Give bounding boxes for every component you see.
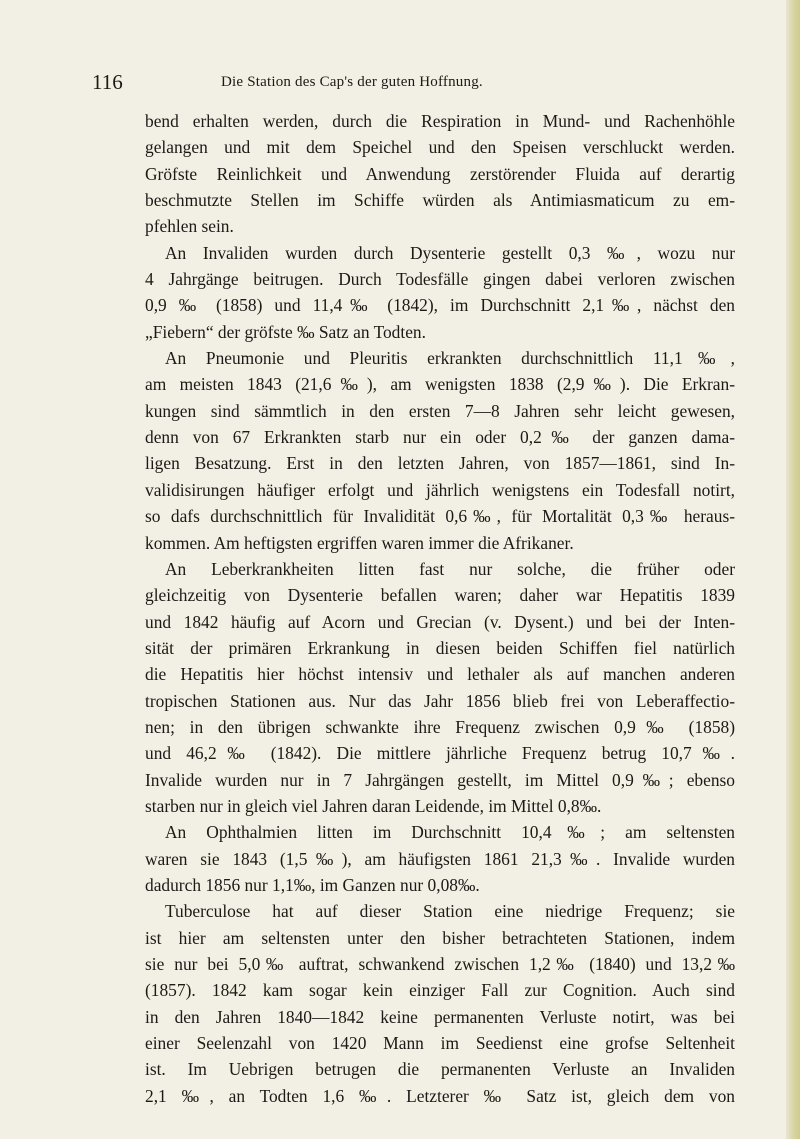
text-line: und 46,2‰ (1842). Die mittlere jährliche Frequenz betrug 10,7‰.: [145, 743, 735, 764]
text-line: „Fiebern“ der gröfste ‰ Satz an Todten.: [145, 321, 426, 342]
text-line: starben nur in gleich viel Jahren daran Leidende, im Mittel 0,8‰.: [145, 795, 602, 816]
text-line: einer Seelenzahl von 1420 Mann im Seedienst eine grofse Seltenheit: [145, 1033, 735, 1054]
text-line: ist hier am seltensten unter den bisher betrachteten Stationen, indem: [145, 927, 735, 948]
text-line: ligen Besatzung. Erst in den letzten Jahren, von 1857—1861, sind In-: [145, 453, 735, 474]
text-line: An Invaliden wurden durch Dysenterie gestellt 0,3 ‰, wozu nur: [165, 242, 735, 263]
text-line: und 1842 häufig auf Acorn und Grecian (v. Dysent.) und bei der Inten-: [145, 611, 735, 632]
text-line: denn von 67 Erkrankten starb nur ein oder 0,2‰ der ganzen dama-: [145, 427, 735, 448]
body-text: [145, 108, 735, 1109]
text-line: 2,1 ‰, an Todten 1,6 ‰. Letzterer ‰ Satz ist, gleich dem von: [145, 1085, 735, 1106]
text-line: pfehlen sein.: [145, 216, 234, 237]
page-edge: [786, 0, 800, 1139]
text-line: Gröfste Reinlichkeit und Anwendung zerstörender Fluida auf derartig: [145, 163, 735, 184]
running-title: Die Station des Cap's der guten Hoffnung.: [221, 74, 483, 90]
text-line: dadurch 1856 nur 1,1‰, im Ganzen nur 0,08‰.: [145, 874, 480, 895]
text-line: kommen. Am heftigsten ergriffen waren immer die Afrikaner.: [145, 532, 574, 553]
page-header: [92, 70, 702, 94]
text-line: beschmutzte Stellen im Schiffe würden als Antimiasmaticum zu em-: [145, 190, 735, 211]
page-number: 116: [92, 70, 123, 94]
text-line: sie nur bei 5,0‰ auftrat, schwankend zwischen 1,2‰ (1840) und 13,2‰: [145, 954, 735, 974]
text-line: An Ophthalmien litten im Durchschnitt 10,4‰; am seltensten: [165, 822, 735, 843]
text-line: nen; in den übrigen schwankte ihre Frequenz zwischen 0,9‰ (1858): [145, 716, 735, 737]
text-line: ist. Im Uebrigen betrugen die permanenten Verluste an Invaliden: [145, 1059, 735, 1080]
text-line: die Hepatitis hier höchst intensiv und lethaler als auf manchen anderen: [145, 664, 735, 685]
text-line: bend erhalten werden, durch die Respiration in Mund- und Rachenhöhle: [145, 111, 735, 131]
text-line: gelangen und mit dem Speichel und den Speisen verschluckt werden.: [145, 137, 735, 158]
text-line: Tuberculose hat auf dieser Station eine niedrige Frequenz; sie: [165, 901, 735, 922]
text-line: in den Jahren 1840—1842 keine permanenten Verluste notirt, was bei: [145, 1006, 735, 1027]
text-line: am meisten 1843 (21,6‰), am wenigsten 1838 (2,9‰). Die Erkran-: [145, 374, 735, 395]
text-line: 4 Jahrgänge beitrugen. Durch Todesfälle gingen dabei verloren zwischen: [145, 269, 735, 290]
text-line: tropischen Stationen aus. Nur das Jahr 1856 blieb frei von Leberaffectio-: [145, 690, 735, 711]
text-line: kungen sind sämmtlich in den ersten 7—8 Jahren sehr leicht gewesen,: [145, 400, 735, 421]
text-line: 0,9 ‰ (1858) und 11,4‰ (1842), im Durchschnitt 2,1‰, nächst den: [145, 295, 735, 316]
text-line: An Leberkrankheiten litten fast nur solche, die früher oder: [165, 558, 735, 579]
text-line: gleichzeitig von Dysenterie befallen waren; daher war Hepatitis 1839: [145, 585, 735, 606]
text-line: An Pneumonie und Pleuritis erkrankten durchschnittlich 11,1‰,: [165, 348, 735, 369]
text-line: sität der primären Erkrankung in diesen beiden Schiffen fiel natürlich: [145, 637, 735, 658]
text-line: Invalide wurden nur in 7 Jahrgängen gestellt, im Mittel 0,9‰; ebenso: [145, 769, 735, 790]
text-line: (1857). 1842 kam sogar kein einziger Fall zur Cognition. Auch sind: [145, 980, 735, 1001]
text-line: so dafs durchschnittlich für Invalidität 0,6‰, für Mortalität 0,3‰ heraus-: [145, 506, 735, 527]
text-line: validisirungen häufiger erfolgt und jährlich wenigstens ein Todesfall notirt,: [145, 479, 735, 500]
text-line: waren sie 1843 (1,5‰), am häufigsten 1861 21,3‰. Invalide wurden: [145, 848, 735, 869]
